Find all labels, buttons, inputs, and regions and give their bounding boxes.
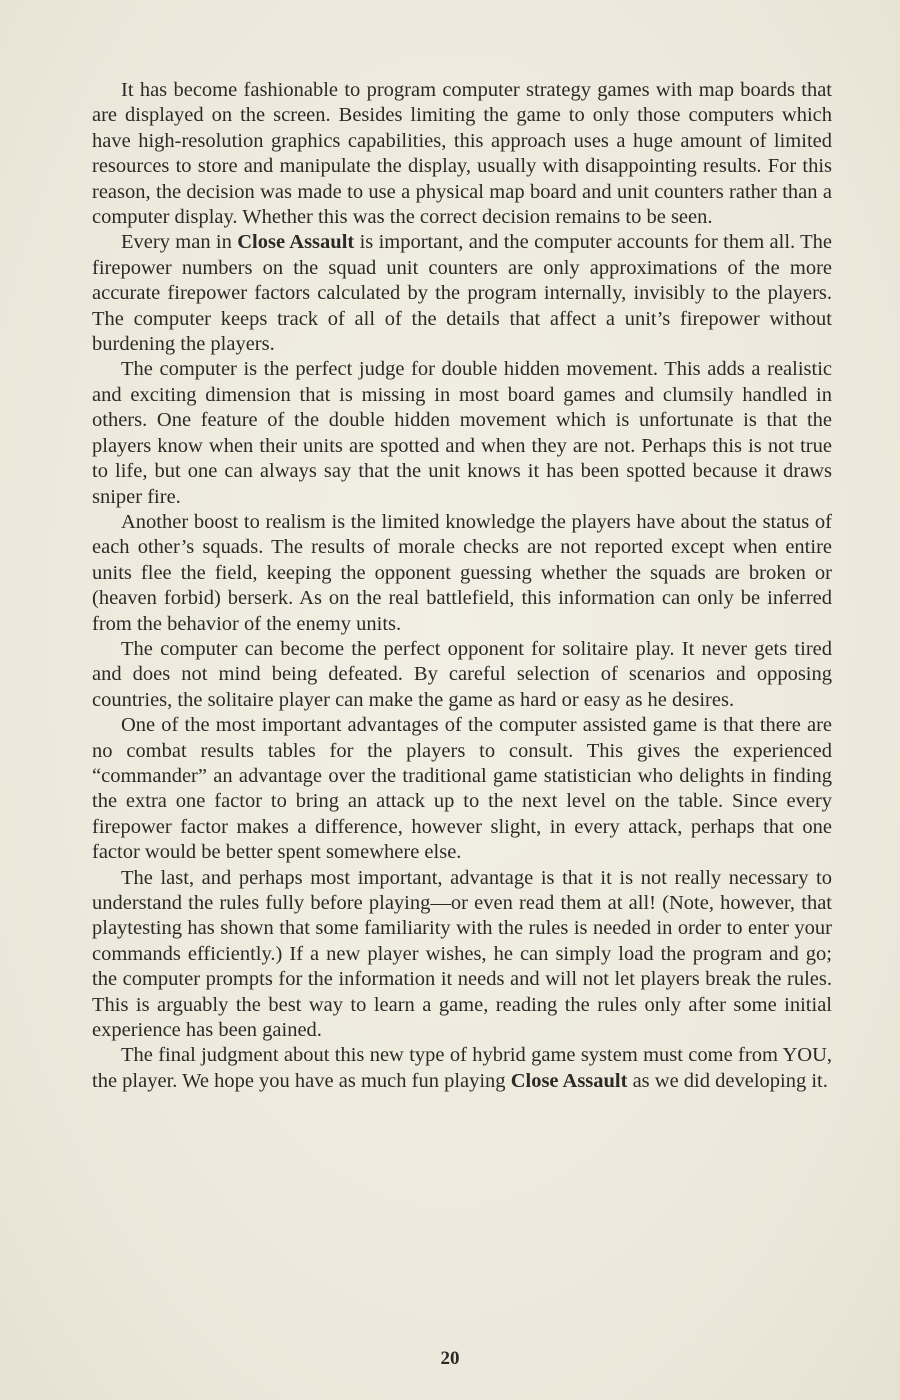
paragraph-text: It has become fashionable to program computer strategy games with map boards that are displayed on the screen. Besides limiting the game to only those computers which have high-resolution graphics capabilities, this approach uses a huge amount of limited resources to store and manipulate the display, usually with disappointing results. For this reason, the decision was made to use a physical map board and unit counters rather than a computer display. Whether this was the correct decision remains to be seen.	[92, 79, 832, 229]
paragraph-text: Another boost to realism is the limited knowledge the players have about the status of each other’s squads. The results of morale checks are not reported except when entire units flee the field, keeping the opponent guessing whether the squads are broken or (heaven forbid) berserk. As on the real battlefield, this information can only be inferred from the behavior of the enemy units.	[92, 510, 832, 635]
paragraph-8	[92, 1043, 832, 1094]
paragraph-7	[92, 866, 832, 1044]
paragraph-2	[92, 230, 832, 357]
paragraph-text: The final judgment about this new type of hybrid game system must come from YOU, the player. We hope you have as much fun playing	[92, 1044, 832, 1092]
body-text	[92, 78, 832, 1094]
paragraph-text: as we did developing it.	[627, 1069, 828, 1092]
game-title-emphasis: Close Assault	[510, 1069, 628, 1092]
paragraph-text: One of the most important advantages of the computer assisted game is that there are no combat results tables for the players to consult. This gives the experienced “commander” an advantage over the traditional game statistician who delights in finding the extra one factor to bring an attack up to the next level on the table. Since every firepower factor makes a difference, however slight, in every attack, perhaps that one factor would be better spent somewhere else.	[92, 714, 832, 864]
paragraph-3	[92, 357, 832, 509]
paragraph-text: Every man in	[121, 231, 238, 254]
paragraph-5	[92, 637, 832, 713]
page-number: 20	[440, 1348, 460, 1369]
paragraph-text: The computer can become the perfect opponent for solitaire play. It never gets tired and does not mind being defeated. By careful selection of scenarios and opposing countries, the solitaire player can make the game as hard or easy as he desires.	[92, 637, 832, 711]
paragraph-text: The last, and perhaps most important, advantage is that it is not really necessary to understand the rules fully before playing—or even read them at all! (Note, however, that playtesting has shown that some familiarity with the rules is needed in order to enter your commands efficiently.) If a new player wishes, he can simply load the program and go; the computer prompts for the information it needs and will not let players break the rules. This is arguably the best way to learn a game, reading the rules only after some initial experience has been gained.	[92, 866, 832, 1042]
paragraph-4	[92, 510, 832, 637]
paragraph-text: is important, and the computer accounts for them all. The firepower numbers on the squad unit counters are only approximations of the more accurate firepower factors calculated by the program internally, invisibly to the players. The computer keeps track of all of the details that affect a unit’s firepower without burdening the players.	[92, 231, 832, 356]
game-title-emphasis: Close Assault	[237, 231, 355, 254]
paragraph-1	[92, 78, 832, 230]
paragraph-text: The computer is the perfect judge for double hidden movement. This adds a realistic and exciting dimension that is missing in most board games and clumsily handled in others. One feature of the double hidden movement which is unfortunate is that the players know when their units are spotted and when they are not. Perhaps this is not true to life, but one can always say that the unit knows it has been spotted because it draws sniper fire.	[92, 358, 832, 508]
paragraph-6	[92, 713, 832, 865]
